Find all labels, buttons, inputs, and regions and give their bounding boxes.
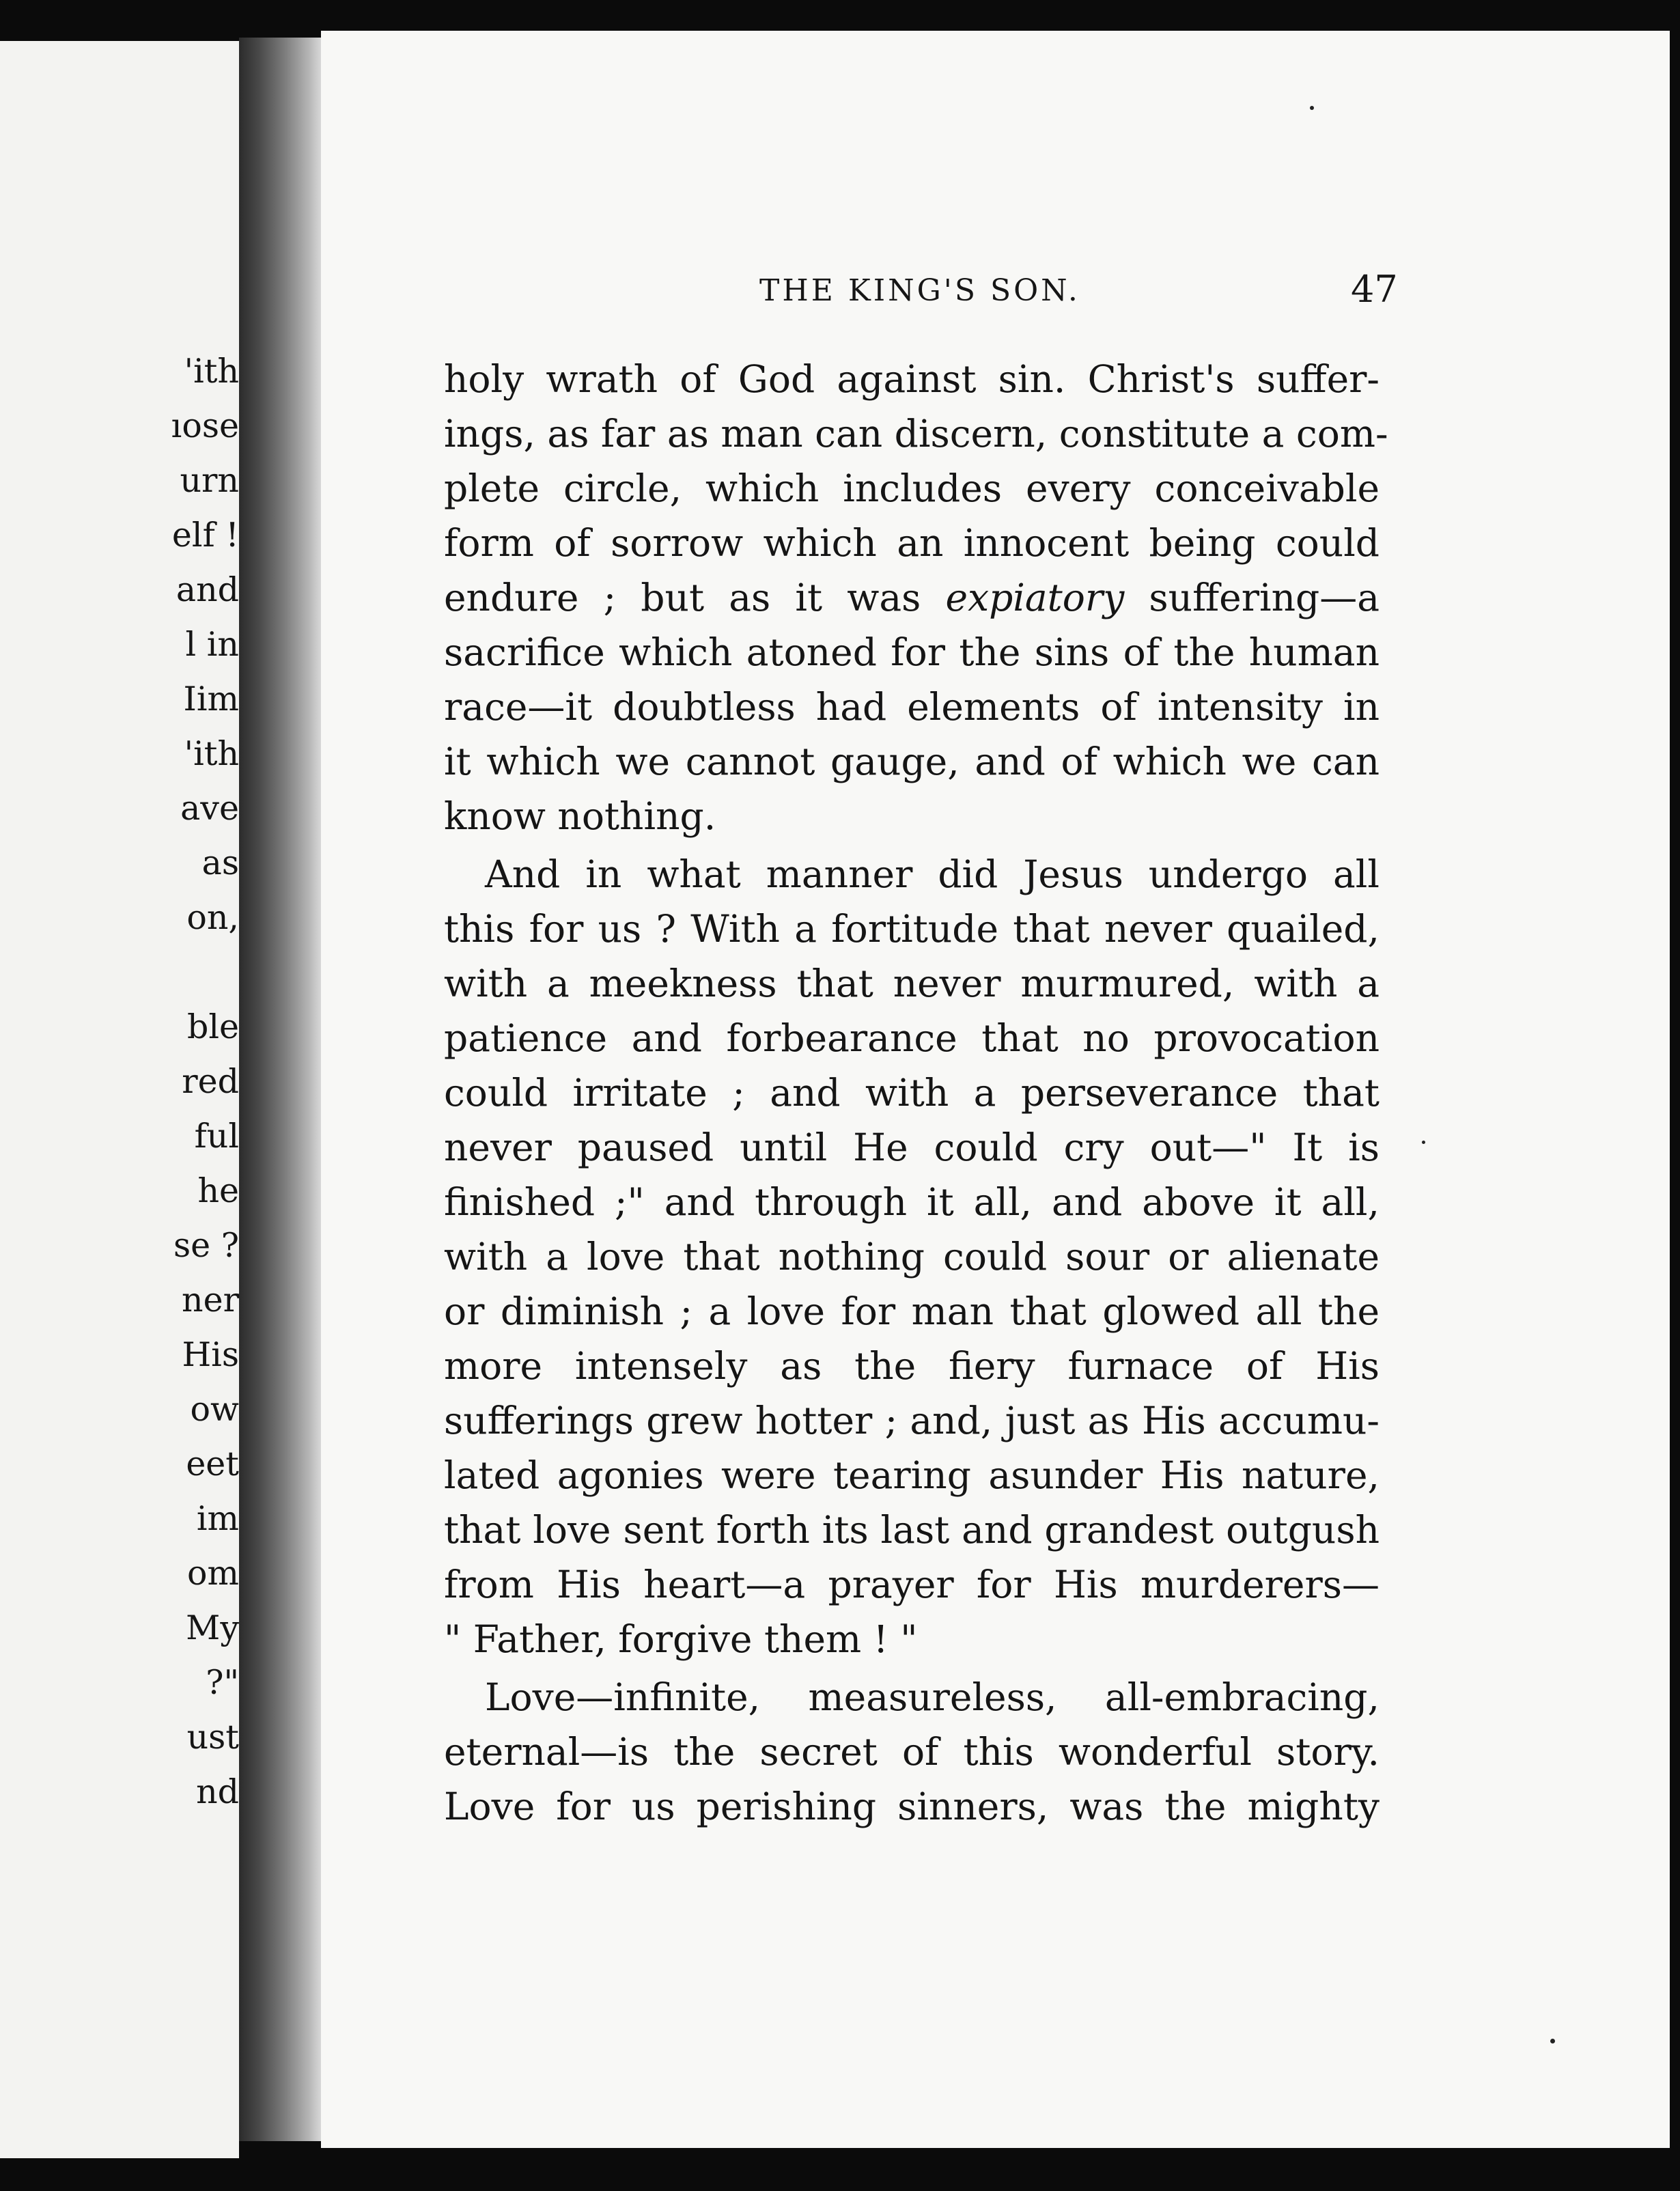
text-segment: endure ; but as it was (444, 576, 921, 619)
left-line-fragment: ıose (171, 406, 239, 445)
text-line-with-italic (444, 570, 1380, 625)
text-line: race—it doubtless had elements of intensity in (444, 685, 1380, 729)
left-line-fragment: 'ith (184, 352, 239, 391)
left-line-fragment: ful (194, 1117, 239, 1156)
running-header (321, 268, 1670, 328)
text-line: this for us ? With a fortitude that never quailed, (444, 907, 1380, 951)
left-line-fragment: se ? (173, 1226, 239, 1265)
text-line: patience and forbearance that no provocation (444, 1016, 1380, 1060)
text-line: with a meekness that never murmured, with a (444, 962, 1380, 1005)
left-line-fragment: Iim (183, 680, 239, 718)
text-line: ings, as far as man can discern, constitute a com- (444, 412, 1388, 456)
text-line: holy wrath of God against sin. Christ's suffer- (444, 357, 1380, 401)
text-line: with a love that nothing could sour or alienate (444, 1235, 1380, 1279)
text-line: eternal—is the secret of this wonderful story. (444, 1730, 1380, 1774)
left-line-fragment: om (187, 1554, 239, 1593)
left-line-fragment: ow (190, 1390, 239, 1429)
text-line: plete circle, which includes every conceivable (444, 466, 1380, 510)
left-line-fragment: ble (186, 1007, 239, 1046)
speck (1550, 2039, 1555, 2043)
text-line: Love for us perishing sinners, was the mighty (444, 1785, 1380, 1828)
text-segment: suffering—a (1124, 576, 1380, 619)
left-line-fragment: im (196, 1499, 239, 1538)
running-title: THE KING'S SON. (759, 273, 1080, 308)
left-line-fragment: on, (186, 898, 239, 937)
paragraph-end-line: " Father, forgive them ! " (444, 1617, 918, 1661)
left-line-fragment: ?" (206, 1663, 239, 1702)
text-line: more intensely as the fiery furnace of His (444, 1344, 1380, 1388)
speck (1310, 106, 1314, 110)
left-line-fragment: My (186, 1608, 239, 1647)
text-line: it which we cannot gauge, and of which we can (444, 740, 1380, 783)
left-line-fragment: 'ith (184, 734, 239, 773)
left-line-fragment: l in (185, 625, 239, 664)
text-line: lated agonies were tearing asunder His nature, (444, 1453, 1380, 1497)
text-line: sacrifice which atoned for the sins of the human (444, 630, 1380, 674)
left-line-fragment: ner (182, 1281, 239, 1320)
left-line-fragment: His (182, 1335, 239, 1374)
text-line: form of sorrow which an innocent being could (444, 521, 1380, 565)
left-line-fragment: urn (180, 461, 239, 500)
text-line: or diminish ; a love for man that glowed all the (444, 1289, 1380, 1333)
previous-page-fragment (0, 41, 239, 2158)
left-line-fragment: red (182, 1062, 239, 1101)
left-line-fragment: ust (186, 1718, 239, 1757)
book-page (321, 31, 1670, 2148)
text-line: that love sent forth its last and grandest outgush (444, 1508, 1380, 1552)
text-line: from His heart—a prayer for His murderers— (444, 1563, 1380, 1606)
left-line-fragment: ave (180, 789, 239, 828)
text-line: never paused until He could cry out—" It is (444, 1126, 1380, 1169)
paragraph-start-line: And in what manner did Jesus undergo all (485, 852, 1380, 896)
text-line: could irritate ; and with a perseverance that (444, 1071, 1380, 1115)
page-number: 47 (1351, 268, 1398, 311)
italic-word: expiatory (945, 576, 1125, 619)
left-line-fragment: and (176, 570, 239, 609)
book-gutter (239, 38, 321, 2141)
left-line-fragment: eet (186, 1445, 239, 1483)
speck (1422, 1141, 1425, 1144)
text-line: finished ;" and through it all, and above it all, (444, 1180, 1380, 1224)
text-line: sufferings grew hotter ; and, just as His accumu- (444, 1399, 1380, 1442)
left-line-fragment: as (201, 843, 239, 882)
left-line-fragment: elf ! (171, 516, 239, 555)
left-line-fragment: nd (196, 1772, 239, 1811)
left-line-fragment: he (197, 1171, 239, 1210)
paragraph-end-line: know nothing. (444, 794, 716, 838)
paragraph-start-line: Love—infinite, measureless, all-embracing, (485, 1675, 1380, 1719)
